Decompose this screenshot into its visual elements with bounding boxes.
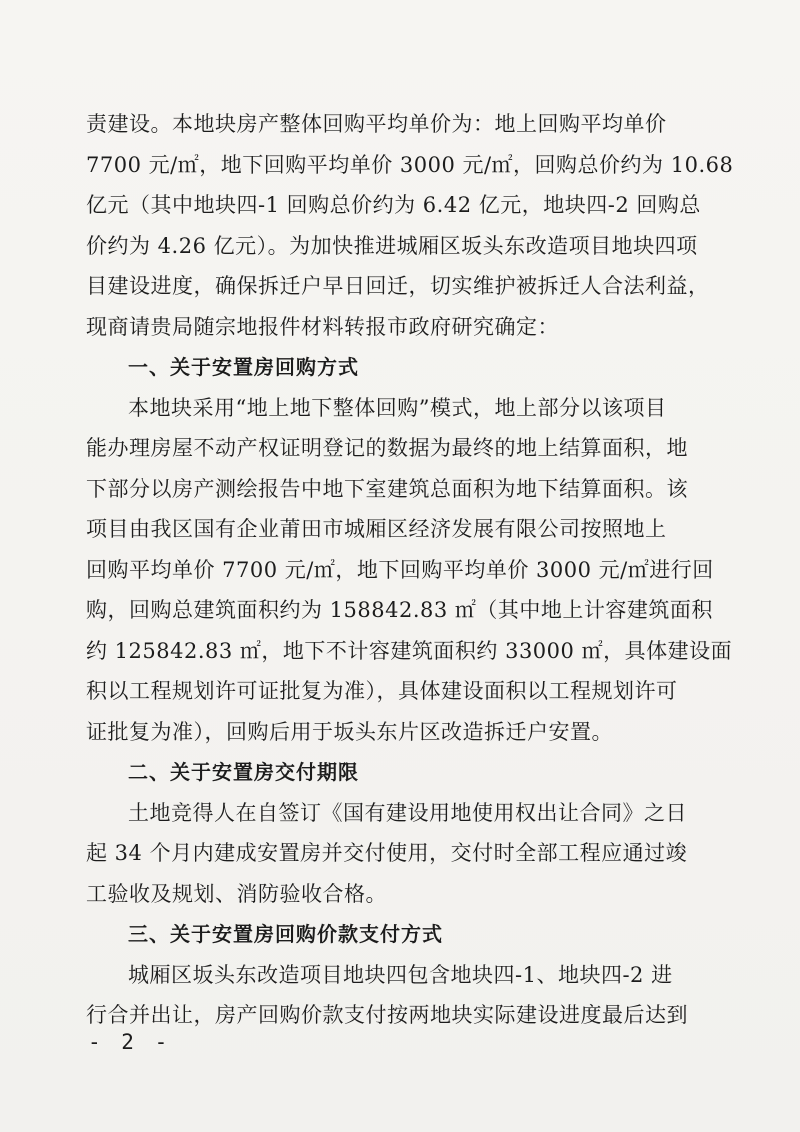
- text-line: 约 125842.83 ㎡，地下不计容建筑面积约 33000 ㎡，具体建设面: [86, 638, 733, 663]
- paragraph-intro: [86, 104, 734, 347]
- text-line: 积以工程规划许可证批复为准），具体建设面积以工程规划许可: [86, 679, 678, 703]
- text-line: 本地块采用“地上地下整体回购”模式，地上部分以该项目: [128, 395, 667, 420]
- page-number: - 2 -: [88, 1030, 172, 1054]
- text-line: 行合并出让，房产回购价款支付按两地块实际建设进度最后达到: [86, 1003, 688, 1027]
- text-line: 工验收及规划、消防验收合格。: [86, 881, 387, 906]
- text-line: 城厢区坂头东改造项目地块四包含地块四-1、地块四-2 进: [128, 962, 673, 987]
- text-line: 项目由我区国有企业莆田市城厢区经济发展有限公司按照地上: [86, 517, 667, 541]
- text-line: 土地竞得人在自签订《国有建设用地使用权出让合同》之日: [128, 800, 687, 825]
- text-line: 价约为 4.26 亿元）。为加快推进城厢区坂头东改造项目地块四项: [86, 233, 698, 258]
- document-body: [86, 104, 734, 1036]
- text-line: 下部分以房产测绘报告中地下室建筑总面积为地下结算面积。该: [86, 476, 688, 501]
- paragraph-buyback-method: [86, 388, 733, 753]
- paragraph-delivery-deadline: [86, 793, 716, 915]
- section-heading-3: 三、关于安置房回购价款支付方式: [128, 922, 443, 946]
- section-heading-1: 一、关于安置房回购方式: [128, 355, 359, 379]
- section-heading-2: 二、关于安置房交付期限: [128, 760, 359, 784]
- paragraph-payment-method: [86, 955, 716, 1036]
- text-line: 证批复为准），回购后用于坂头东片区改造拆迁户安置。: [86, 719, 613, 744]
- text-line: 责建设。本地块房产整体回购平均单价为：地上回购平均单价: [86, 112, 667, 136]
- text-line: 购，回购总建筑面积约为 158842.83 ㎡（其中地上计容建筑面积: [86, 598, 713, 622]
- text-line: 能办理房屋不动产权证明登记的数据为最终的地上结算面积，地: [86, 436, 688, 460]
- text-line: 目建设进度，确保拆迁户早日回迁，切实维护被拆迁人合法利益，: [86, 274, 710, 298]
- text-line: 回购平均单价 7700 元/㎡，地下回购平均单价 3000 元/㎡进行回: [86, 557, 714, 582]
- text-line: 亿元（其中地块四-1 回购总价约为 6.42 亿元，地块四-2 回购总: [86, 193, 701, 217]
- text-line: 现商请贵局随宗地报件材料转报市政府研究确定：: [86, 314, 559, 339]
- text-line: 起 34 个月内建成安置房并交付使用，交付时全部工程应通过竣: [86, 841, 688, 865]
- text-line: 7700 元/㎡，地下回购平均单价 3000 元/㎡，回购总价约为 10.68: [86, 152, 734, 177]
